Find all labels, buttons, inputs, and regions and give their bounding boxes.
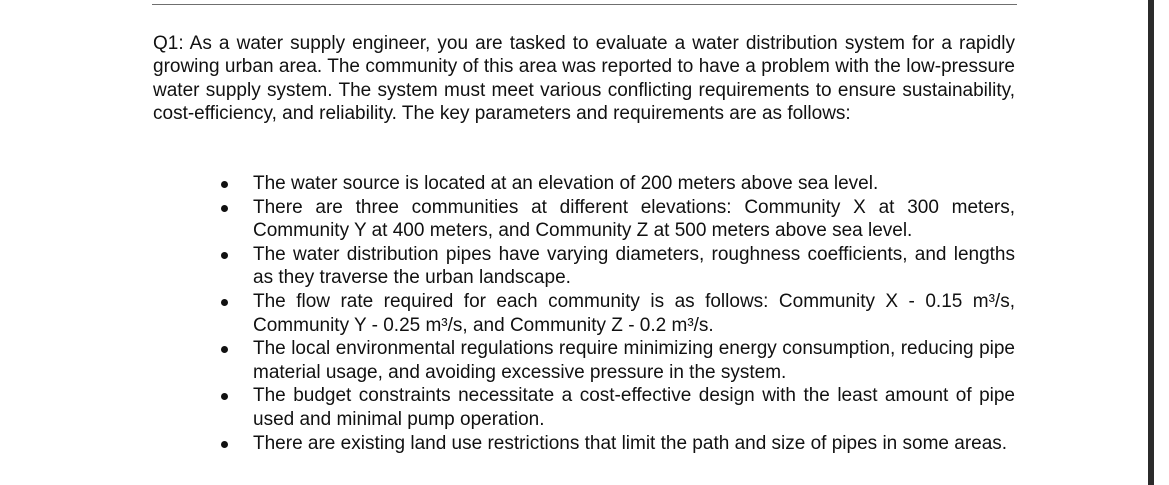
bullet-dot-icon	[221, 441, 228, 448]
requirement-text: The water source is located at an elevation of 200 meters above sea level.	[253, 173, 879, 194]
top-divider	[152, 4, 1017, 5]
list-item	[219, 337, 1015, 384]
requirement-text: The budget constraints necessitate a cost-effective design with the least amount of pipe used and minimal pump operation.	[253, 385, 1015, 430]
list-item	[219, 243, 1015, 290]
requirement-text: There are existing land use restrictions that limit the path and size of pipes in some areas.	[253, 432, 1008, 454]
page-edge-bar	[1148, 0, 1154, 485]
bullet-dot-icon	[221, 181, 228, 188]
bullet-dot-icon	[221, 205, 228, 212]
list-item	[219, 384, 1015, 431]
requirement-text: The local environmental regulations require minimizing energy consumption, reducing pipe material usage, and avoiding excessive pressure in the system.	[253, 338, 1015, 383]
list-item	[219, 290, 1015, 337]
bullet-dot-icon	[221, 393, 228, 400]
question-paragraph: Q1: As a water supply engineer, you are tasked to evaluate a water distribution system for a rapidly growing urban area. The community of this area was reported to have a problem with the low-pressure water supply system. The system must meet various conflicting requirements to ensure sustainability, cost-efficiency, and reliability. The key parameters and requirements are as follows:	[153, 33, 1015, 125]
requirement-text: The water distribution pipes have varying diameters, roughness coefficients, and lengths as they traverse the urban landscape.	[253, 243, 1015, 289]
requirement-text: The flow rate required for each community is as follows: Community X - 0.15 m³/s, Community Y - 0.25 m³/s, and Community Z - 0.2 m³/s.	[253, 290, 1015, 336]
list-item	[219, 172, 1015, 196]
bullet-dot-icon	[221, 252, 228, 259]
list-item	[219, 432, 1015, 456]
list-item	[219, 196, 1015, 243]
requirements-list	[219, 172, 1015, 455]
requirement-text: There are three communities at different elevations: Community X at 300 meters, Community Y at 400 meters, and Community Z at 500 meters above sea level.	[253, 196, 1015, 242]
bullet-dot-icon	[221, 346, 228, 353]
bullet-dot-icon	[221, 299, 228, 306]
